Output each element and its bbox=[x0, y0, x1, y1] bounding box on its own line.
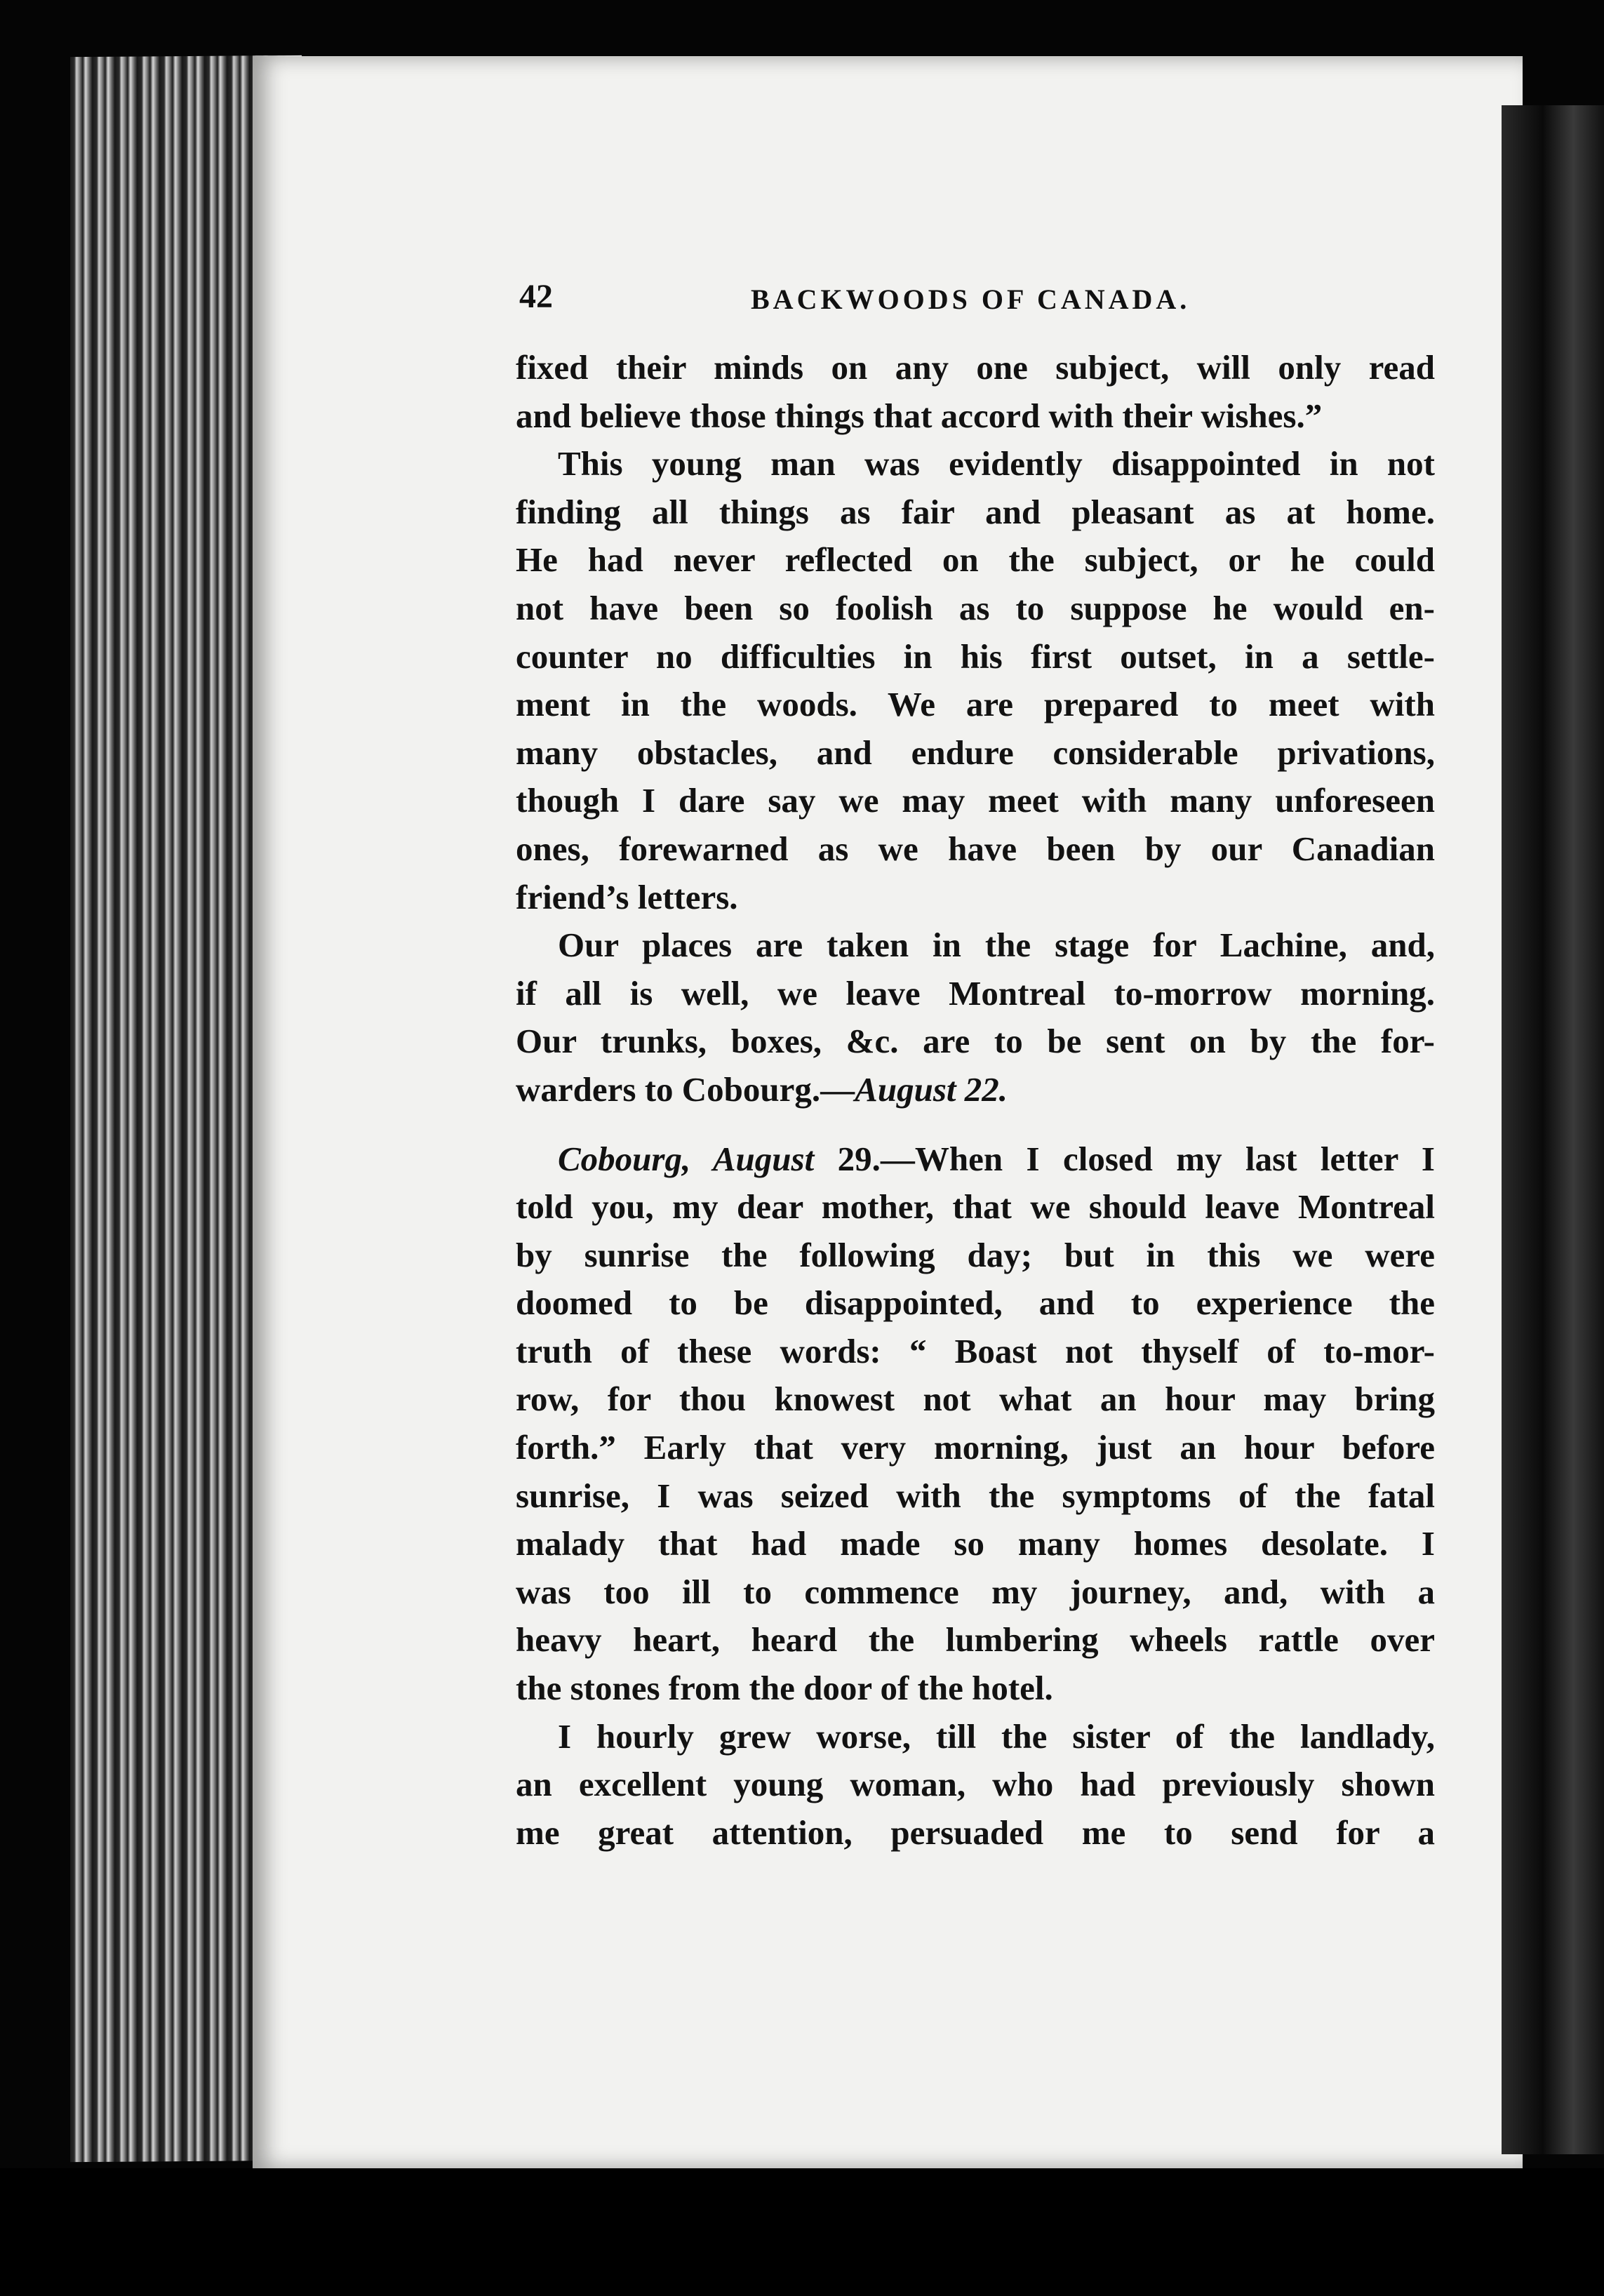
scan-border bbox=[0, 2168, 1604, 2296]
text-line: Our trunks, boxes, &c. are to be sent on by the for- bbox=[516, 1022, 1435, 1061]
text-line: sunrise, I was seized with the symptoms of the fatal bbox=[516, 1476, 1435, 1515]
page-header bbox=[519, 277, 1445, 326]
page-number: 42 bbox=[519, 278, 553, 315]
text-line: ones, forewarned as we have been by our Canadian bbox=[516, 829, 1435, 868]
text-line: an excellent young woman, who had previously shown bbox=[516, 1765, 1435, 1804]
text-line: Our places are taken in the stage for Lachine, and, bbox=[558, 926, 1435, 965]
text-line: I hourly grew worse, till the sister of the landlady, bbox=[558, 1716, 1435, 1756]
text-line: warders to Cobourg.—August 22. bbox=[516, 1069, 1008, 1109]
text-line: row, for thou knowest not what an hour may bring bbox=[516, 1380, 1435, 1419]
text-line: the stones from the door of the hotel. bbox=[516, 1669, 1053, 1708]
text-line: malady that had made so many homes desolate. I bbox=[516, 1524, 1435, 1563]
text-line: Cobourg, August 29.—When I closed my last letter I bbox=[558, 1139, 1435, 1178]
text-line: He had never reflected on the subject, or he could bbox=[516, 540, 1435, 580]
paragraph-gap bbox=[516, 1114, 1435, 1135]
text-line: me great attention, persuaded me to send for a bbox=[516, 1813, 1435, 1852]
text-line: friend’s letters. bbox=[516, 877, 738, 916]
text-line: truth of these words: “ Boast not thyself of to-mor- bbox=[516, 1331, 1435, 1370]
text-line: finding all things as fair and pleasant as at home. bbox=[516, 492, 1435, 531]
text-line: if all is well, we leave Montreal to-morrow morning. bbox=[516, 973, 1435, 1013]
text-line: told you, my dear mother, that we should leave Montreal bbox=[516, 1187, 1435, 1227]
binding-shadow bbox=[1502, 105, 1604, 2154]
text-line: and believe those things that accord with their wishes.” bbox=[516, 396, 1323, 435]
text-line: many obstacles, and endure considerable privations, bbox=[516, 733, 1435, 772]
text-line: was too ill to commence my journey, and, with a bbox=[516, 1572, 1435, 1611]
text-line: forth.” Early that very morning, just an hour before bbox=[516, 1428, 1435, 1467]
text-line: by sunrise the following day; but in this we were bbox=[516, 1235, 1435, 1274]
text-line: though I dare say we may meet with many unforeseen bbox=[516, 781, 1435, 820]
text-line: ment in the woods. We are prepared to meet with bbox=[516, 685, 1435, 724]
text-line: fixed their minds on any one subject, will only read bbox=[516, 348, 1435, 387]
body-text bbox=[516, 344, 1435, 1857]
text-line: doomed to be disappointed, and to experience the bbox=[516, 1283, 1435, 1323]
running-head: BACKWOODS OF CANADA. bbox=[751, 283, 1191, 315]
text-line: heavy heart, heard the lumbering wheels rattle over bbox=[516, 1620, 1435, 1660]
text-line: counter no difficulties in his first outset, in a settle- bbox=[516, 636, 1435, 676]
text-line: not have been so foolish as to suppose he would en- bbox=[516, 588, 1435, 627]
text-line: This young man was evidently disappointed in not bbox=[558, 444, 1435, 483]
